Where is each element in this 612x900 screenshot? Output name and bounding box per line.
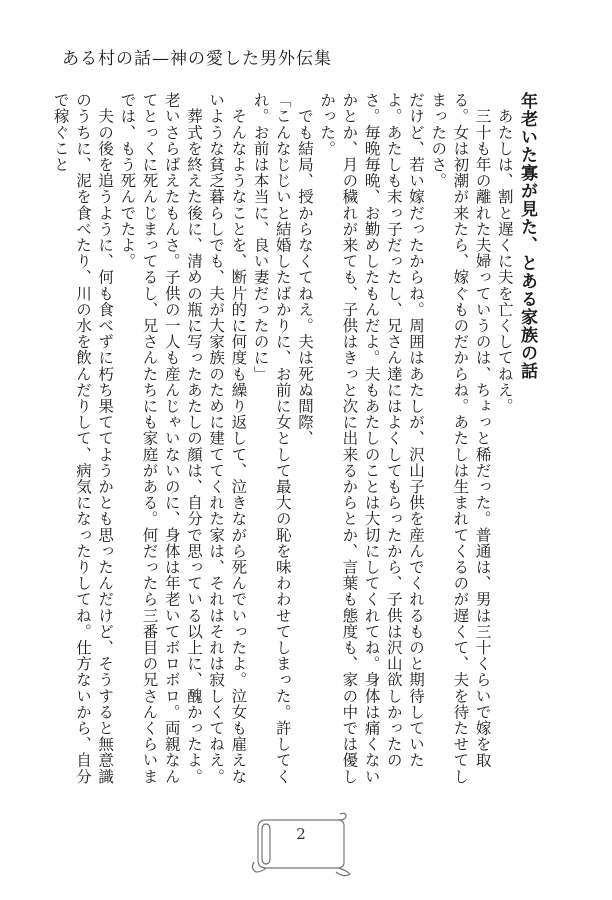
paragraph: 「こんなじじいと結婚したばかりに、お前に女として最大の恥を味わわせてしまった。許してくれ。お前は本当に、良い妻だったのに」: [251, 92, 292, 785]
chapter-title: 年老いた寡が見た、とある家族の話: [517, 92, 537, 380]
paragraph: でも結局、授からなくてねえ。夫は死ぬ間際、: [295, 92, 314, 447]
page-number: 2: [296, 825, 306, 843]
scroll-ornament-icon: [246, 812, 356, 878]
paragraph: だけど、若い嫁だったからね。周囲はあたしが、沢山子供を産んでくれるものと期待していたよ。あたしも末っ子だったし、兄さん達にはよくしてもらったから、子供は沢山欲しかったのさ。毎晩毎晩、お勤めしたもんだよ。夫もあたしのことは大切にしてくれてね。身体は痛くないかとか、月の穢れが来ても、子供はきっと次に出来るからとか、言葉も態度も、家の中では優しかった。: [318, 92, 425, 785]
running-head: ある村の話—神の愛した男外伝集: [62, 49, 332, 69]
paragraph: 夫の後を追うように、何も食べずに朽ち果ててようかとも思ったんだけど、そうすると無意識のうちに、泥を食べたり、川の水を飲んだりして、病気になったりしてね。仕方ないから、自分で稼ぐこと: [51, 92, 115, 785]
paragraph: 三十も年の離れた夫婦っていうのは、ちょっと稀だった。普通は、男は三十くらいで嫁を取る。女は初潮が来たら、嫁ぐものだからね。あたしは生まれてくるのが遅くて、夫を待たせてしまったのさ。: [429, 92, 492, 785]
paragraph: そんなようなことを、断片的に何度も繰り返して、泣きながら死んでいったよ。泣女も雇えないような貧乏暮らしでも、夫が大家族のために建ててくれた家は、それはそれは寂しくてねえ。: [207, 92, 248, 785]
paragraph: 葬式を終えた後に、清めの瓶に写ったあたしの顔は、自分で思っている以上に、醜かったよ。老いさらばえたもんさ。子供の一人も産んじゃいないのに、身体は年老いてボロボロ。両親なんてとっくに死んじまってるし、兄さんたちにも家庭がある。何だったら三番目の兄さんくらいまでは、もう死んでたよ。: [118, 92, 203, 785]
body-text: [51, 92, 538, 792]
paragraph: あたしは、割と遅くに夫を亡くしてねえ。: [495, 92, 514, 414]
